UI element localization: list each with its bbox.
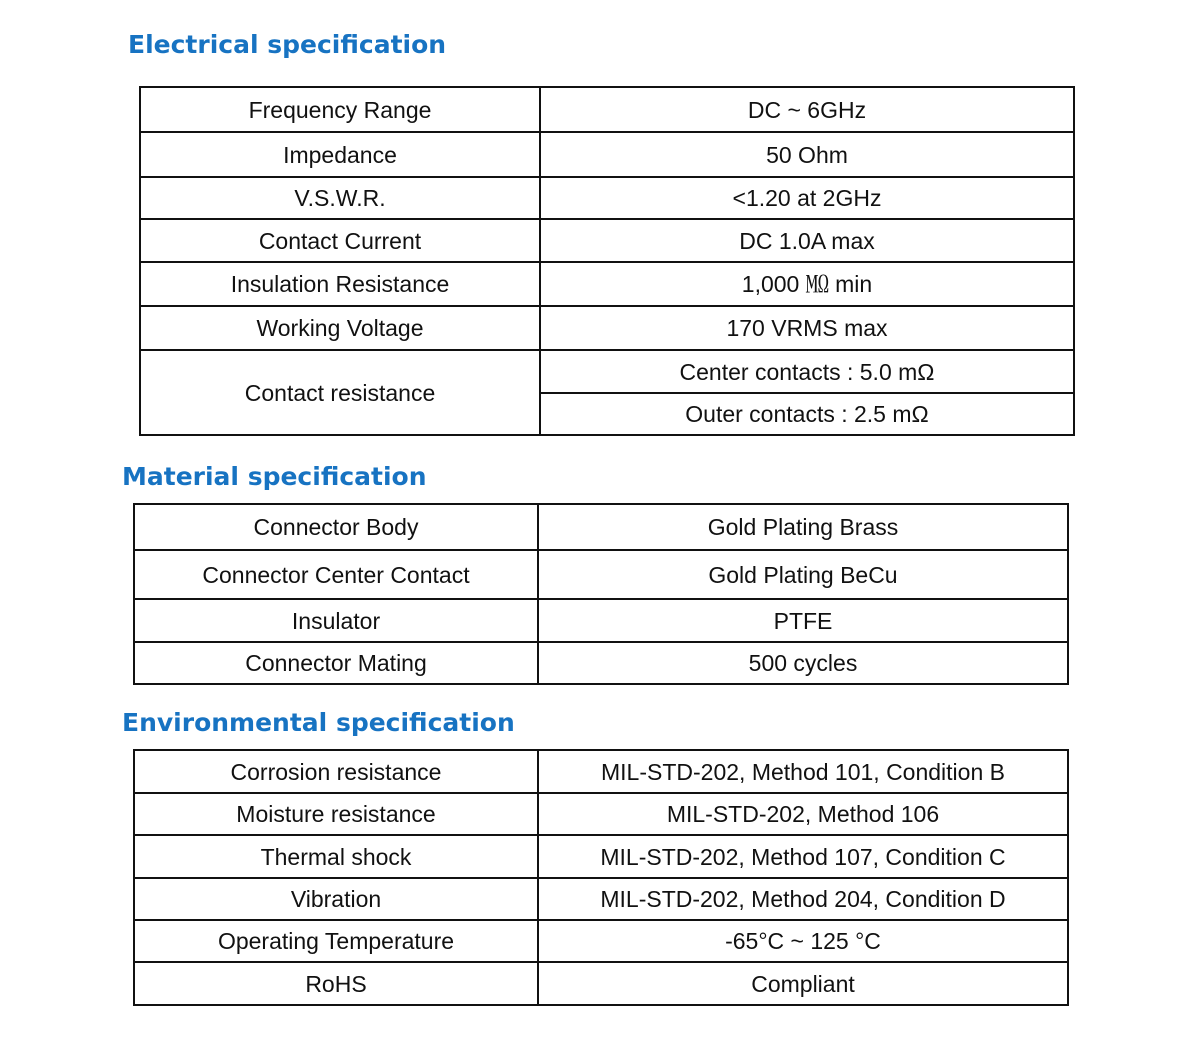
table-row (140, 262, 1074, 306)
spec-label: RoHS (134, 962, 538, 1005)
table-row (140, 87, 1074, 132)
environmental-spec-table (133, 749, 1069, 1006)
table-row (134, 642, 1068, 684)
spec-label: Insulation Resistance (140, 262, 540, 306)
spec-label: Thermal shock (134, 835, 538, 878)
table-row (134, 504, 1068, 550)
table-row (134, 878, 1068, 920)
table-row (134, 920, 1068, 962)
spec-value: Gold Plating Brass (538, 504, 1068, 550)
spec-value: MIL-STD-202, Method 101, Condition B (538, 750, 1068, 793)
spec-value: 1,000 ㏁ min (540, 262, 1074, 306)
electrical-spec-title: Electrical specification (128, 30, 447, 59)
table-row (140, 177, 1074, 219)
spec-value: <1.20 at 2GHz (540, 177, 1074, 219)
spec-label: Connector Center Contact (134, 550, 538, 599)
spec-label: Vibration (134, 878, 538, 920)
electrical-spec-table (139, 86, 1075, 436)
table-row (134, 550, 1068, 599)
table-row (134, 835, 1068, 878)
spec-label: Connector Mating (134, 642, 538, 684)
spec-value: -65°C ~ 125 °C (538, 920, 1068, 962)
spec-value: 170 VRMS max (540, 306, 1074, 350)
table-row (134, 750, 1068, 793)
spec-label: Moisture resistance (134, 793, 538, 835)
spec-value: DC 1.0A max (540, 219, 1074, 262)
material-spec-table (133, 503, 1069, 685)
spec-value: MIL-STD-202, Method 204, Condition D (538, 878, 1068, 920)
spec-value: PTFE (538, 599, 1068, 642)
spec-label: Working Voltage (140, 306, 540, 350)
spec-value: MIL-STD-202, Method 107, Condition C (538, 835, 1068, 878)
spec-label: Insulator (134, 599, 538, 642)
table-row (140, 306, 1074, 350)
spec-value: 50 Ohm (540, 132, 1074, 177)
environmental-spec-title: Environmental specification (122, 708, 515, 737)
spec-label: Impedance (140, 132, 540, 177)
spec-label: V.S.W.R. (140, 177, 540, 219)
table-row (140, 219, 1074, 262)
table-row (140, 132, 1074, 177)
spec-label: Contact Current (140, 219, 540, 262)
table-row (134, 599, 1068, 642)
spec-value: Gold Plating BeCu (538, 550, 1068, 599)
table-row (134, 793, 1068, 835)
material-spec-title: Material specification (122, 462, 427, 491)
spec-value: MIL-STD-202, Method 106 (538, 793, 1068, 835)
spec-value: Outer contacts : 2.5 mΩ (540, 393, 1074, 435)
spec-value: 500 cycles (538, 642, 1068, 684)
spec-value: Center contacts : 5.0 mΩ (540, 350, 1074, 393)
spec-label: Contact resistance (140, 350, 540, 435)
spec-label: Corrosion resistance (134, 750, 538, 793)
spec-label: Frequency Range (140, 87, 540, 132)
table-row (134, 962, 1068, 1005)
spec-label: Operating Temperature (134, 920, 538, 962)
spec-value: Compliant (538, 962, 1068, 1005)
table-row (140, 350, 1074, 393)
spec-label: Connector Body (134, 504, 538, 550)
spec-value: DC ~ 6GHz (540, 87, 1074, 132)
